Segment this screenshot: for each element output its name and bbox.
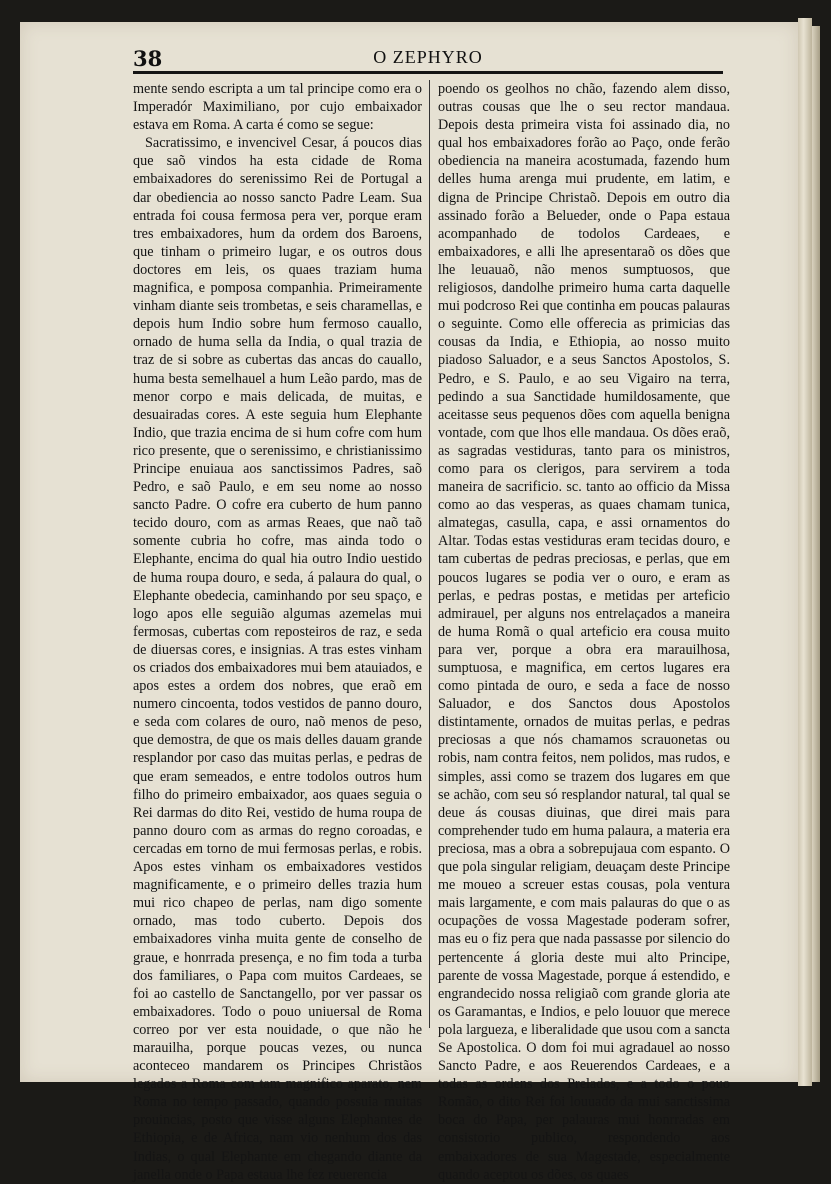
paragraph: poendo os geolhos no chão, fazendo alem disso, outras cousas que lhe o seu rector mandaua. Depois desta primeira vista foi assinado dia, no qual hos embaixadores forão ao Paço, onde ferão obediencia na maneira acostumada, fazendo hum delles huma arenga mui prudente, em latim, e digna de Principe Christaõ. Depois em outro dia assinado forão a Belueder, onde o Papa estaua acompanhado de todolos Cardeaes, e embaixadores, e alli lhe apresentaraõ os dões que lhe leuauaõ, não menos sumptuosos, que religiosos, dandolhe primeiro huma carta daquelle mui podcroso Rei que continha em poucas palauras o seguinte. Como elle offerecia as primicias das cousas da India, e Ethiopia, ao nosso muito piadoso Saluador, e a seus Sanctos Apostolos, S. Pedro, e S. Paulo, e ao seu Vigairo na terra, pedindo a sua Sanctidade humildosamente, que aceitasse seus pequenos dões com aquella benigna vontade, com que lhos elle mandaua. Os dões eraõ, as sagradas vestiduras, tanto para os ministros, como para os clerigos, para servirem a toda maneira de sacrificio. sc. tanto ao officio da Missa como ao das vesperas, as quaes chamam tunica, almategas, casulla, capa, e assi ornamentos do Altar. Todas estas vestiduras eram tecidas douro, e tam cubertas de pedras preciosas, e perlas, que em poucos lugares se podia ver o ouro, e eram as perlas, e pedras postas, e metidas per arteficio admirauel, per alguns nos entrelaçados a maneira de huma Romã o qual arteficio era cousa muito para ver, porque a obra era marauilhosa, sumptuosa, e magnifica, em certos lugares era como pintada de ouro, e seda a face de nosso Saluador, e dos Sanctos dous Apostolos distintamente, ornados de muitas perlas, e pedras preciosas a que nós chamamos scrauonetas ou robis, nam contra feitos, nem polidos, mas rudos, e simples, assi como se trazem dos lugares em que se achão, com seu só resplandor natural, tal qual se deue ás cousas diuinas, que direi mais para comprehender tudo em huma palaura, a materia era preciosa, mas a obra a sobrepujaua com espanto. O que pola singular religiam, deuaçam deste Principe me moueo a screuer estas cousas, pola ventura mais largamente, e com mais palauras do que o as ocupações de vossa Magestade poderam sofrer, mas eu o fiz pera que nada passasse por silencio do pertencente á gloria deste mui alto Principe, parente de vossa Magestade, porque á estendido, e engrandecido nossa religiaõ com grande gloria ate os Garamantas, e Indios, e pelo louuor que merece pola largueza, e liberalidade que usou com a sancta Se Apostolica. O dom foi mui agradauel ao nosso Sancto Padre, e aos Reuerendos Cardeaes, e a todas as ordens dos Prelados, e a todo o pouo Romão, o dito Rei foi louuado da mui sanctissima boca do Papa, per palauras mui honrradas em consistorio publico, respondendo aos embaixadores de sua Magestade, especialmente quando aceptou os dões, os quaes	[438, 81, 730, 1183]
page-header	[133, 46, 723, 71]
page-edge-shadow	[812, 26, 820, 1082]
text-column-right	[438, 80, 730, 1184]
text-column-left	[133, 80, 422, 1184]
journal-title: O ZEPHYRO	[373, 47, 483, 67]
paragraph: mente sendo escripta a um tal principe como era o Imperadór Maximiliano, por cujo embaixador estava em Roma. A carta é como se segue:	[133, 81, 422, 134]
column-divider	[429, 80, 430, 1028]
paragraph: Sacratissimo, e invencivel Cesar, á poucos dias que saõ vindos ha esta cidade de Roma embaixadores do serenissimo Rei de Portugal a dar obediencia ao nosso sancto Padre Leam. Sua entrada foi cousa fermosa pera ver, porque eram tres embaixadores, hum da ordem dos Baroens, que tinham o primeiro lugar, e os outros dous doctores em leis, os quaes traziam huma magnifica, e pomposa companhia. Primeiramente vinham diante seis trombetas, e seis charamellas, e depois hum Indio sobre hum fermoso cauallo, ornado de huma sella da India, o qual trazia de traz de si sobre as cubertas das ancas do cauallo, huma besta semelhauel a hum Leão pardo, mas de menor corpo e mais delicada, de muitas, e desuairadas cores. A este seguia hum Elephante Indio, que trazia encima de si hum cofre com hum rico presente, que o serenissimo, e christianissimo Principe enuiaua aos sanctissimos Padres, saõ Pedro, e saõ Paulo, e em seu nome ao nosso sancto Padre. O cofre era cuberto de hum panno tecido douro, com as armas Reaes, que naõ taõ somente cubria ho cofre, mas ainda todo o Elephante, encima do qual hia outro Indio uestido de huma roupa douro, e seda, á palaura do qual, o Elephante obedecia, caminhando por seu spaço, e logo apos elle seguião algumas azemelas mui fermosas, cubertas com reposteiros de raz, e seda de diuersas cores, e insignias. A tras estes vinham os criados dos embaixadores mui bem atauiados, e apos estes a ordem dos nobres, que eraõ em numero cincoenta, todos vestidos de panno douro, e seda com colares de ouro, naõ menos de peso, que demostra, de que os mais delles dauam grande resplandor por caso das muitas perlas, e pedras de que eram semeados, e entre todolos outros hum filho do primeiro embaixador, aos quaes seguia o Rei darmas do dito Rei, vestido de huma roupa de panno douro com as armas do regno coroadas, e cercadas em torno de mui fermosas perlas, e robis. Apos estes vinham os embaixadores vestidos magnificamente, e o primeiro delles trazia hum mui rico chapeo de perlas, nam digo somente ornado, mas todo cuberto. Depois dos embaixadores vinha muita gente de conselho de graue, e honrrada presença, e no fim toda a turba dos familiares, o Papa com muitos Cardeaes, se foi ao castello de Sanctangello, por ver passar os embaixadores. Todo o pouo uniuersal de Roma correo por ver esta nouidade, o que não he marauilha, porque poucas vezes, ou nunca aconteceo mandarem os Principes Christãos legados a Roma com tam magnifico aparato, nem Roma no tempo passado, quando possuia muitas prouincias, posto que visse alguns Elephantes de Ethiopia, e de Africa, nam vio nenhum dos das Indias, o qual Elephante em chegando diante da janella onde o Papa estaua lhe fez reuerencia	[133, 135, 422, 1183]
page-edge	[798, 18, 812, 1086]
page-number: 38	[133, 46, 163, 71]
header-rule	[133, 71, 723, 74]
